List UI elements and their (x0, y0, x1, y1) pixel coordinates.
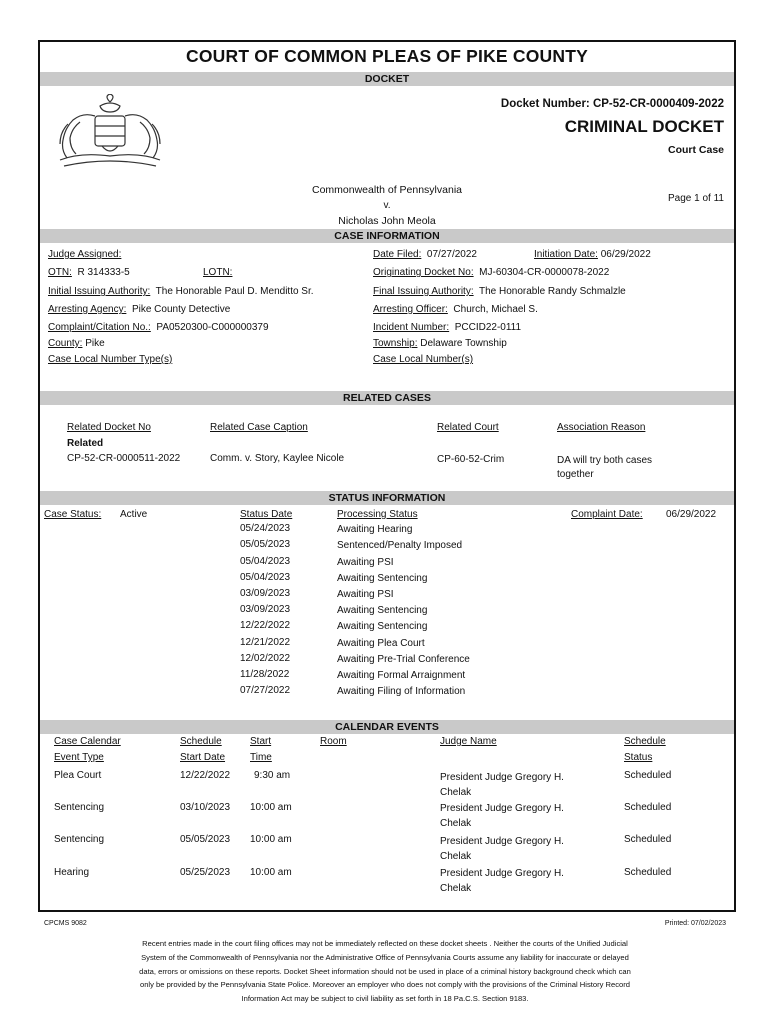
initiation-date: Initiation Date: 06/29/2022 (534, 249, 651, 260)
county: County: Pike (48, 338, 105, 349)
status-date-3: 05/04/2023 (240, 572, 291, 583)
related-docket-header: Related Docket No (67, 422, 151, 433)
case-status-label: Case Status: (44, 509, 102, 520)
disclaimer-line: Recent entries made in the court filing offices may not be immediately reflected on these docket sheets . Neither the courts of the Unified Judicial (142, 939, 628, 948)
case-kind: Court Case (667, 144, 724, 156)
lotn-label: LOTN: (203, 267, 233, 278)
printed-date: Printed: 07/02/2023 (664, 920, 726, 927)
start-date-header-2: Start Date (180, 752, 226, 763)
related-court-header: Related Court (437, 422, 499, 433)
room-header: Room (320, 736, 347, 747)
docket-type: CRIMINAL DOCKET (564, 117, 724, 136)
event-time-0: 9:30 am (254, 770, 291, 781)
start-time-header-2: Time (250, 752, 272, 763)
event-type-1: Sentencing (54, 802, 105, 813)
final-issuing-authority: Final Issuing Authority: The Honorable Randy Schmalzle (373, 286, 626, 297)
event-date-3: 05/25/2023 (180, 867, 231, 878)
event-status-2: Scheduled (624, 834, 672, 845)
processing-status-header: Processing Status (337, 509, 418, 520)
event-judge-1-line2: Chelak (440, 818, 472, 829)
event-time-3: 10:00 am (250, 867, 292, 878)
case-status: Active (120, 509, 148, 520)
event-status-3: Scheduled (624, 867, 672, 878)
status-row-7: Awaiting Plea Court (337, 638, 425, 649)
event-type-header-2: Event Type (54, 752, 104, 763)
event-status-0: Scheduled (624, 770, 672, 781)
event-judge-2-line1: President Judge Gregory H. (440, 836, 564, 847)
status-date-1: 05/05/2023 (240, 539, 291, 550)
event-judge-3-line2: Chelak (440, 883, 472, 894)
status-row-5: Awaiting Sentencing (337, 605, 428, 616)
association-reason-line2: together (557, 469, 594, 480)
status-date-10: 07/27/2022 (240, 685, 291, 696)
page-number: Page 1 of 11 (668, 193, 724, 204)
status-date-4: 03/09/2023 (240, 588, 291, 599)
start-date-header-1: Schedule (180, 736, 222, 747)
complaint-citation: Complaint/Citation No.: PA0520300-C000000379 (48, 322, 269, 333)
status-date-5: 03/09/2023 (240, 604, 291, 615)
calendar-events-bar: CALENDAR EVENTS (40, 720, 734, 734)
arresting-officer: Arresting Officer: Church, Michael S. (373, 304, 538, 315)
schedule-status-header-2: Status (624, 752, 653, 763)
association-reason-header: Association Reason (557, 422, 646, 433)
association-reason-line1: DA will try both cases (557, 455, 653, 466)
case-information-bar: CASE INFORMATION (40, 229, 734, 243)
arresting-agency: Arresting Agency: Pike County Detective (48, 304, 231, 315)
initial-issuing-authority: Initial Issuing Authority: The Honorable Paul D. Menditto Sr. (48, 286, 314, 297)
disclaimer-line: Information Act may be subject to civil liability as set forth in 18 Pa.C.S. Section 9183. (241, 994, 529, 1004)
status-row-10: Awaiting Filing of Information (337, 686, 466, 697)
disclaimer-line: data, errors or omissions on these reports. Docket Sheet information should not be used in place of a criminal history background check which can (139, 966, 631, 976)
case-local-number-type-label: Case Local Number Type(s) (48, 354, 173, 365)
status-row-9: Awaiting Formal Arraignment (337, 670, 466, 681)
status-row-2: Awaiting PSI (337, 557, 394, 568)
status-date-6: 12/22/2022 (240, 620, 291, 631)
related-group-label: Related (67, 438, 104, 449)
date-filed: Date Filed: 07/27/2022 (373, 249, 477, 260)
event-judge-0-line1: President Judge Gregory H. (440, 772, 564, 783)
docket-bar: DOCKET (40, 72, 734, 86)
status-row-4: Awaiting PSI (337, 589, 394, 600)
complaint-date-label: Complaint Date: (571, 509, 643, 520)
township: Township: Delaware Township (373, 338, 507, 349)
event-date-0: 12/22/2022 (180, 770, 231, 781)
event-time-2: 10:00 am (250, 834, 292, 845)
disclaimer (80, 937, 690, 1006)
pennsylvania-seal-icon (50, 94, 170, 172)
status-date-0: 05/24/2023 (240, 523, 291, 534)
related-caption: Comm. v. Story, Kaylee Nicole (210, 453, 345, 464)
status-date-2: 05/04/2023 (240, 556, 291, 567)
event-date-2: 05/05/2023 (180, 834, 231, 845)
incident-number: Incident Number: PCCID22-0111 (373, 322, 522, 333)
defendant: Nicholas John Meola (338, 215, 436, 227)
event-type-header-1: Case Calendar (54, 736, 121, 747)
status-row-3: Awaiting Sentencing (337, 573, 428, 584)
event-time-1: 10:00 am (250, 802, 292, 813)
status-row-6: Awaiting Sentencing (337, 621, 428, 632)
status-information-bar: STATUS INFORMATION (40, 491, 734, 505)
related-caption-header: Related Case Caption (210, 422, 308, 433)
docket-page (38, 40, 736, 912)
status-date-8: 12/02/2022 (240, 653, 291, 664)
related-cases-bar: RELATED CASES (40, 391, 734, 405)
plaintiff: Commonwealth of Pennsylvania (312, 184, 462, 196)
event-status-1: Scheduled (624, 802, 672, 813)
judge-name-header: Judge Name (440, 736, 497, 747)
event-type-3: Hearing (54, 867, 90, 878)
disclaimer-line: System of the Commonwealth of Pennsylvania nor the Administrative Office of Pennsylvania Courts assume any liability for inaccurate or delayed (141, 952, 629, 962)
judge-assigned-label: Judge Assigned: (48, 249, 122, 260)
otn: OTN: R 314333-5 (48, 267, 130, 278)
versus: v. (383, 200, 391, 211)
status-date-header: Status Date (240, 509, 293, 520)
status-date-7: 12/21/2022 (240, 637, 291, 648)
event-judge-0-line2: Chelak (440, 787, 472, 798)
event-type-0: Plea Court (54, 770, 102, 781)
start-time-header-1: Start (250, 736, 272, 747)
status-row-0: Awaiting Hearing (337, 524, 413, 535)
originating-docket: Originating Docket No: MJ-60304-CR-0000078-2022 (373, 267, 610, 278)
event-date-1: 03/10/2023 (180, 802, 231, 813)
event-judge-2-line2: Chelak (440, 851, 472, 862)
court-title: COURT OF COMMON PLEAS OF PIKE COUNTY (186, 46, 588, 66)
disclaimer-line: only be provided by the Pennsylvania State Police. Moreover an employer who does not comply with the provisions of the Criminal History Record (139, 980, 631, 990)
related-court: CP-60-52-Crim (437, 454, 505, 465)
event-type-2: Sentencing (54, 834, 105, 845)
case-local-numbers-label: Case Local Number(s) (373, 354, 474, 365)
event-judge-3-line1: President Judge Gregory H. (440, 868, 564, 879)
complaint-date: 06/29/2022 (666, 509, 717, 520)
related-docket: CP-52-CR-0000511-2022 (67, 453, 181, 464)
event-judge-1-line1: President Judge Gregory H. (440, 803, 564, 814)
schedule-status-header-1: Schedule (624, 736, 666, 747)
docket-number: Docket Number: CP-52-CR-0000409-2022 (500, 98, 724, 110)
status-date-9: 11/28/2022 (240, 669, 290, 680)
status-row-1: Sentenced/Penalty Imposed (337, 540, 463, 551)
status-row-8: Awaiting Pre-Trial Conference (337, 654, 470, 665)
form-number: CPCMS 9082 (44, 920, 87, 927)
